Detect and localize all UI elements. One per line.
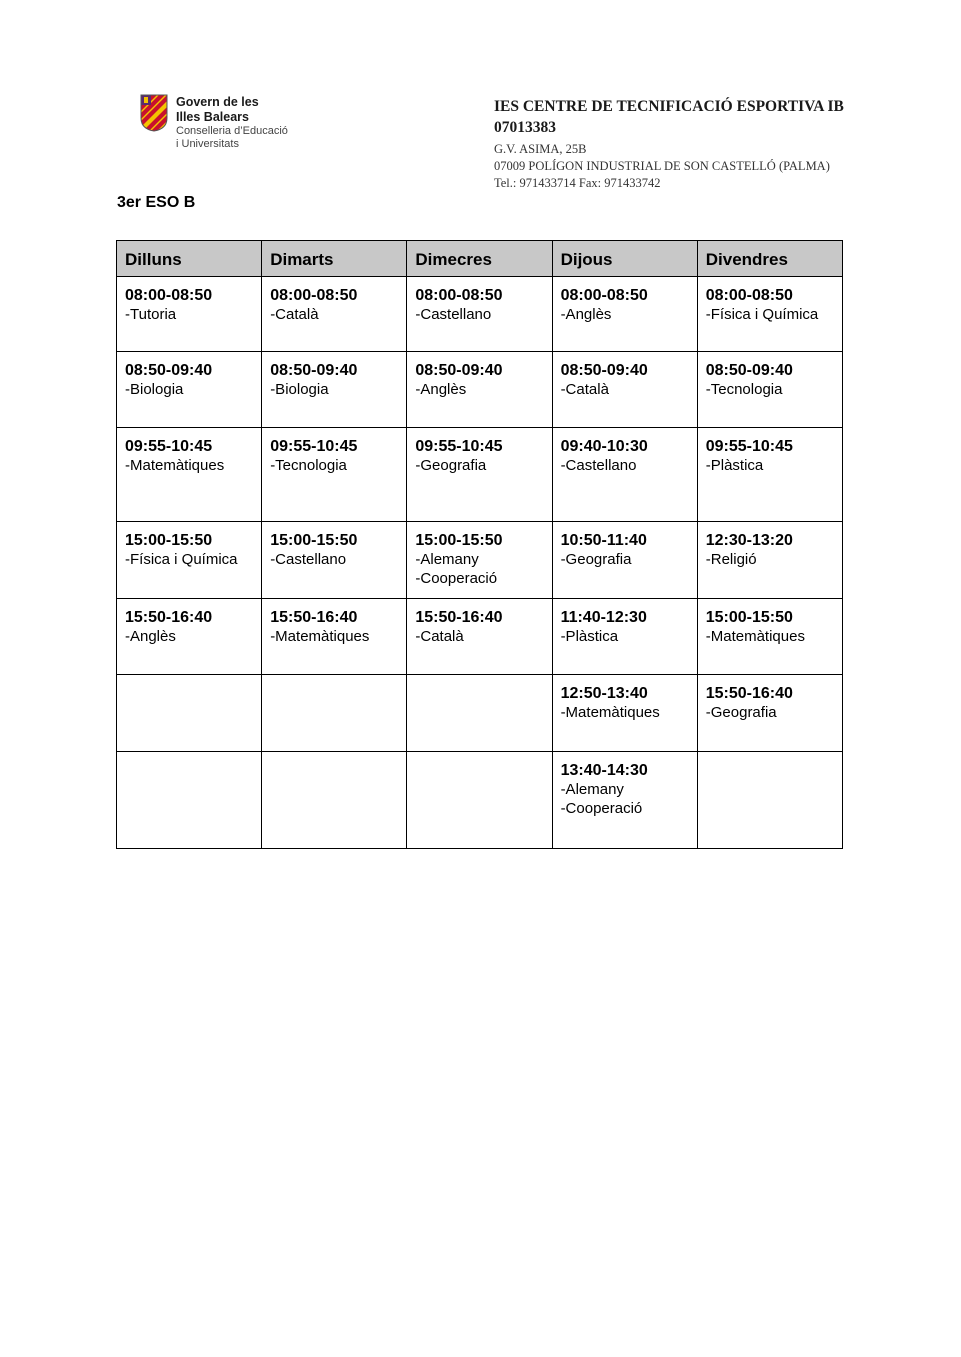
class-subject: -Anglès bbox=[125, 628, 176, 645]
class-subject: -Matemàtiques bbox=[560, 704, 660, 721]
class-time: 15:50-16:40 bbox=[705, 685, 793, 702]
schedule-row bbox=[117, 599, 843, 675]
class-subject: -Alemany bbox=[560, 781, 624, 798]
class-time: 08:00-08:50 bbox=[560, 287, 648, 304]
class-time: 15:00-15:50 bbox=[125, 532, 213, 549]
class-subject: -Biologia bbox=[270, 381, 329, 398]
schedule-cell bbox=[552, 599, 697, 675]
schedule-cell bbox=[407, 752, 552, 849]
schedule-cell bbox=[407, 277, 552, 352]
schedule-body bbox=[117, 277, 843, 849]
class-subject: -Cooperació bbox=[415, 570, 498, 587]
class-subject: -Plàstica bbox=[705, 457, 764, 474]
class-subject: -Català bbox=[415, 628, 464, 645]
schedule-cell bbox=[262, 599, 407, 675]
class-time: 08:50-09:40 bbox=[560, 362, 648, 379]
class-subject: -Física i Química bbox=[125, 551, 238, 568]
logo-line-2: Illes Balears bbox=[176, 110, 249, 124]
schedule-cell bbox=[117, 752, 262, 849]
class-time: 09:55-10:45 bbox=[125, 438, 213, 455]
class-subject: -Geografia bbox=[705, 704, 777, 721]
class-subject: -Tecnologia bbox=[270, 457, 347, 474]
day-header: Divendres bbox=[697, 241, 842, 277]
day-header: Dilluns bbox=[117, 241, 262, 277]
schedule-cell bbox=[407, 352, 552, 428]
class-subject: -Tutoria bbox=[125, 306, 177, 323]
schedule-cell bbox=[697, 752, 842, 849]
schedule-cell bbox=[552, 277, 697, 352]
class-time: 13:40-14:30 bbox=[560, 762, 648, 779]
class-time: 15:00-15:50 bbox=[415, 532, 503, 549]
schedule-cell bbox=[697, 428, 842, 522]
schedule-cell bbox=[697, 352, 842, 428]
schedule-cell bbox=[552, 428, 697, 522]
logo-line-3: Conselleria d’Educació bbox=[176, 125, 288, 137]
class-time: 08:50-09:40 bbox=[270, 362, 358, 379]
schedule-cell bbox=[262, 352, 407, 428]
address-line-1: G.V. ASIMA, 25B bbox=[494, 142, 587, 156]
class-time: 10:50-11:40 bbox=[560, 532, 647, 549]
schedule-cell bbox=[552, 522, 697, 599]
schedule-cell bbox=[697, 522, 842, 599]
schedule-cell bbox=[262, 522, 407, 599]
address-line-2: 07009 POLÍGON INDUSTRIAL DE SON CASTELLÓ (PALMA) bbox=[494, 159, 830, 173]
group-title: 3er ESO B bbox=[117, 194, 196, 211]
schedule-row bbox=[117, 352, 843, 428]
class-time: 09:40-10:30 bbox=[560, 438, 648, 455]
schedule-row bbox=[117, 522, 843, 599]
class-time: 11:40-12:30 bbox=[560, 609, 647, 626]
schedule-cell bbox=[117, 522, 262, 599]
schedule-cell bbox=[552, 675, 697, 752]
class-subject: -Català bbox=[560, 381, 609, 398]
day-header: Dimarts bbox=[262, 241, 407, 277]
logo-line-4: i Universitats bbox=[176, 138, 239, 150]
class-time: 15:50-16:40 bbox=[270, 609, 358, 626]
class-subject: -Geografia bbox=[415, 457, 487, 474]
class-time: 09:55-10:45 bbox=[270, 438, 358, 455]
schedule-cell bbox=[552, 752, 697, 849]
schedule-cell bbox=[407, 599, 552, 675]
class-subject: -Anglès bbox=[560, 306, 612, 323]
schedule-cell bbox=[407, 522, 552, 599]
class-time: 08:00-08:50 bbox=[270, 287, 358, 304]
class-subject: -Matemàtiques bbox=[705, 628, 805, 645]
class-time: 12:30-13:20 bbox=[705, 532, 793, 549]
class-time: 15:00-15:50 bbox=[705, 609, 793, 626]
phone-fax: Tel.: 971433714 Fax: 971433742 bbox=[494, 176, 661, 190]
class-subject: -Religió bbox=[705, 551, 757, 568]
schedule-cell bbox=[117, 277, 262, 352]
class-time: 09:55-10:45 bbox=[705, 438, 793, 455]
class-time: 15:50-16:40 bbox=[415, 609, 503, 626]
school-info bbox=[494, 96, 894, 192]
class-subject: -Cooperació bbox=[560, 800, 643, 817]
class-time: 08:00-08:50 bbox=[705, 287, 793, 304]
schedule-cell bbox=[697, 599, 842, 675]
class-subject: -Geografia bbox=[560, 551, 632, 568]
class-subject: -Plàstica bbox=[560, 628, 619, 645]
class-time: 08:50-09:40 bbox=[125, 362, 213, 379]
schedule-row bbox=[117, 428, 843, 522]
class-subject: -Anglès bbox=[415, 381, 467, 398]
class-time: 12:50-13:40 bbox=[560, 685, 648, 702]
schedule-cell bbox=[262, 428, 407, 522]
schedule-cell bbox=[262, 752, 407, 849]
day-header: Dijous bbox=[552, 241, 697, 277]
class-time: 08:00-08:50 bbox=[125, 287, 213, 304]
schedule-cell bbox=[117, 599, 262, 675]
schedule-cell bbox=[262, 675, 407, 752]
schedule-cell bbox=[697, 277, 842, 352]
schedule-row bbox=[117, 675, 843, 752]
day-header-row bbox=[117, 241, 843, 277]
logo-line-1: Govern de les bbox=[176, 95, 259, 109]
class-subject: -Matemàtiques bbox=[125, 457, 225, 474]
schedule-table bbox=[116, 240, 843, 849]
class-subject: -Biologia bbox=[125, 381, 184, 398]
day-header: Dimecres bbox=[407, 241, 552, 277]
class-subject: -Alemany bbox=[415, 551, 479, 568]
schedule-cell bbox=[117, 428, 262, 522]
class-subject: -Tecnologia bbox=[705, 381, 783, 398]
class-time: 09:55-10:45 bbox=[415, 438, 503, 455]
schedule-cell bbox=[697, 675, 842, 752]
class-subject: -Català bbox=[270, 306, 319, 323]
balearic-shield-icon bbox=[140, 94, 168, 132]
class-subject: -Castellano bbox=[270, 551, 347, 568]
schedule-row bbox=[117, 277, 843, 352]
class-time: 08:50-09:40 bbox=[415, 362, 503, 379]
class-subject: -Física i Química bbox=[705, 306, 819, 323]
class-time: 08:00-08:50 bbox=[415, 287, 503, 304]
schedule-cell bbox=[117, 675, 262, 752]
schedule-cell bbox=[262, 277, 407, 352]
schedule-cell bbox=[407, 675, 552, 752]
school-name: IES CENTRE DE TECNIFICACIÓ ESPORTIVA IB bbox=[494, 98, 844, 115]
class-time: 08:50-09:40 bbox=[705, 362, 793, 379]
schedule-cell bbox=[552, 352, 697, 428]
class-time: 15:00-15:50 bbox=[270, 532, 358, 549]
class-subject: -Castellano bbox=[415, 306, 492, 323]
school-code: 07013383 bbox=[494, 119, 556, 136]
class-subject: -Castellano bbox=[560, 457, 637, 474]
schedule-cell bbox=[117, 352, 262, 428]
schedule-row bbox=[117, 752, 843, 849]
class-subject: -Matemàtiques bbox=[270, 628, 370, 645]
class-time: 15:50-16:40 bbox=[125, 609, 213, 626]
schedule-cell bbox=[407, 428, 552, 522]
